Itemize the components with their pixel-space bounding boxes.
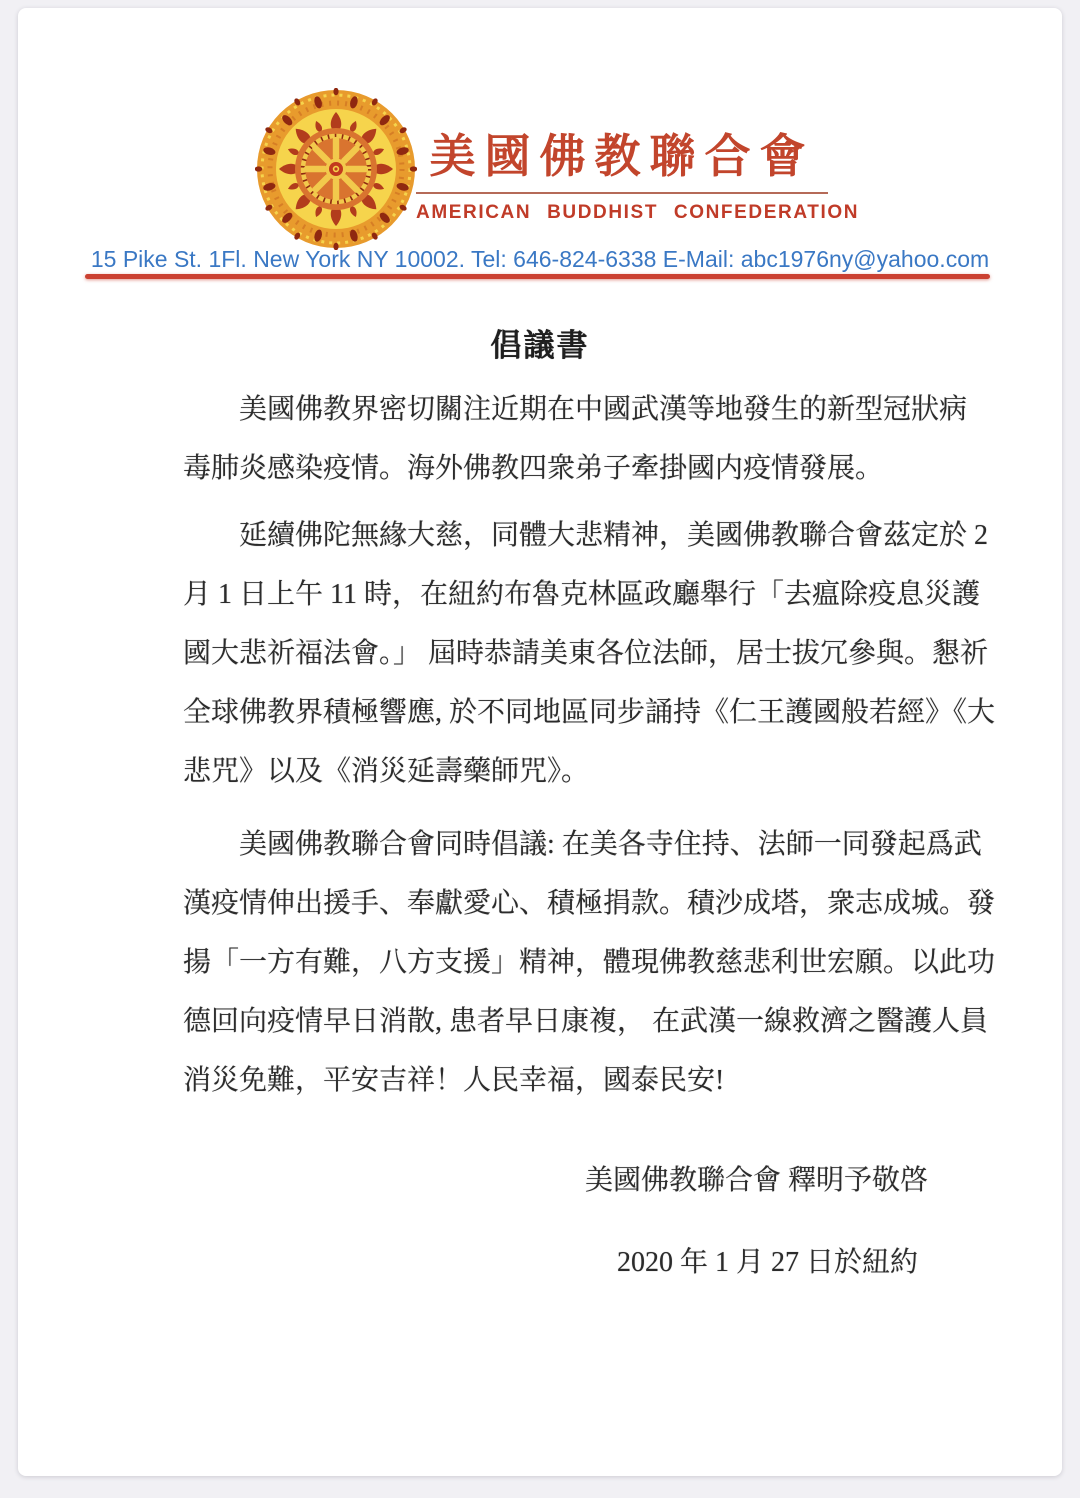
text-line: 毒肺炎感染疫情。海外佛教四衆弟子牽掛國内疫情發展。 — [183, 453, 884, 484]
text-line: 德回向疫情早日消散, 患者早日康複， 在武漢一線救濟之醫護人員 — [183, 1006, 989, 1037]
text-line: 悲咒》以及《消災延壽藥師咒》。 — [183, 756, 590, 787]
address-line: 15 Pike St. 1Fl. New York NY 10002. Tel: 646-824-6338 E-Mail: abc1976ny@yahoo.com — [90, 246, 990, 272]
date-line: 2020 年 1 月 27 日於紐約 — [616, 1247, 918, 1278]
org-name-en: AMERICAN BUDDHIST CONFEDERATION — [416, 202, 860, 223]
paragraph-1 — [183, 380, 968, 498]
document-page — [18, 8, 1062, 1476]
paragraph-2 — [183, 506, 996, 801]
signature-block — [183, 1158, 928, 1280]
document-title: 倡議書 — [490, 328, 590, 363]
text-line: 揚「一方有難，八方支援」精神，體現佛教慈悲利世宏願。以此功 — [183, 947, 996, 978]
text-line: 漢疫情伸出援手、奉獻愛心、積極捐款。積沙成塔，衆志成城。發 — [183, 888, 996, 919]
text-line: 消災免難，平安吉祥！人民幸福，國泰民安! — [183, 1065, 725, 1096]
signature-line: 美國佛教聯合會 釋明予敬啓 — [584, 1165, 928, 1196]
document-body — [183, 380, 996, 1110]
text-line: 全球佛教界積極響應, 於不同地區同步誦持《仁王護國般若經》《大 — [183, 697, 996, 728]
header-divider-rule — [85, 274, 990, 279]
org-name-block — [416, 120, 860, 224]
text-line: 美國佛教聯合會同時倡議: 在美各寺住持、法師一同發起爲武 — [239, 829, 982, 860]
text-line: 延續佛陀無緣大慈，同體大悲精神，美國佛教聯合會茲定於 2 — [239, 520, 989, 551]
text-line: 月 1 日上午 11 時，在紐約布魯克林區政廳舉行「去瘟除疫息災護 — [183, 579, 980, 610]
dharma-wheel-logo — [255, 88, 417, 250]
org-name-divider — [416, 192, 828, 194]
paragraph-3 — [183, 815, 996, 1110]
org-name-zh: 美國佛教聯合會 — [429, 131, 815, 182]
text-line: 國大悲祈福法會。」 屆時恭請美東各位法師，居士拔冗參與。懇祈 — [183, 638, 989, 669]
text-line: 美國佛教界密切關注近期在中國武漢等地發生的新型冠狀病 — [239, 394, 968, 425]
